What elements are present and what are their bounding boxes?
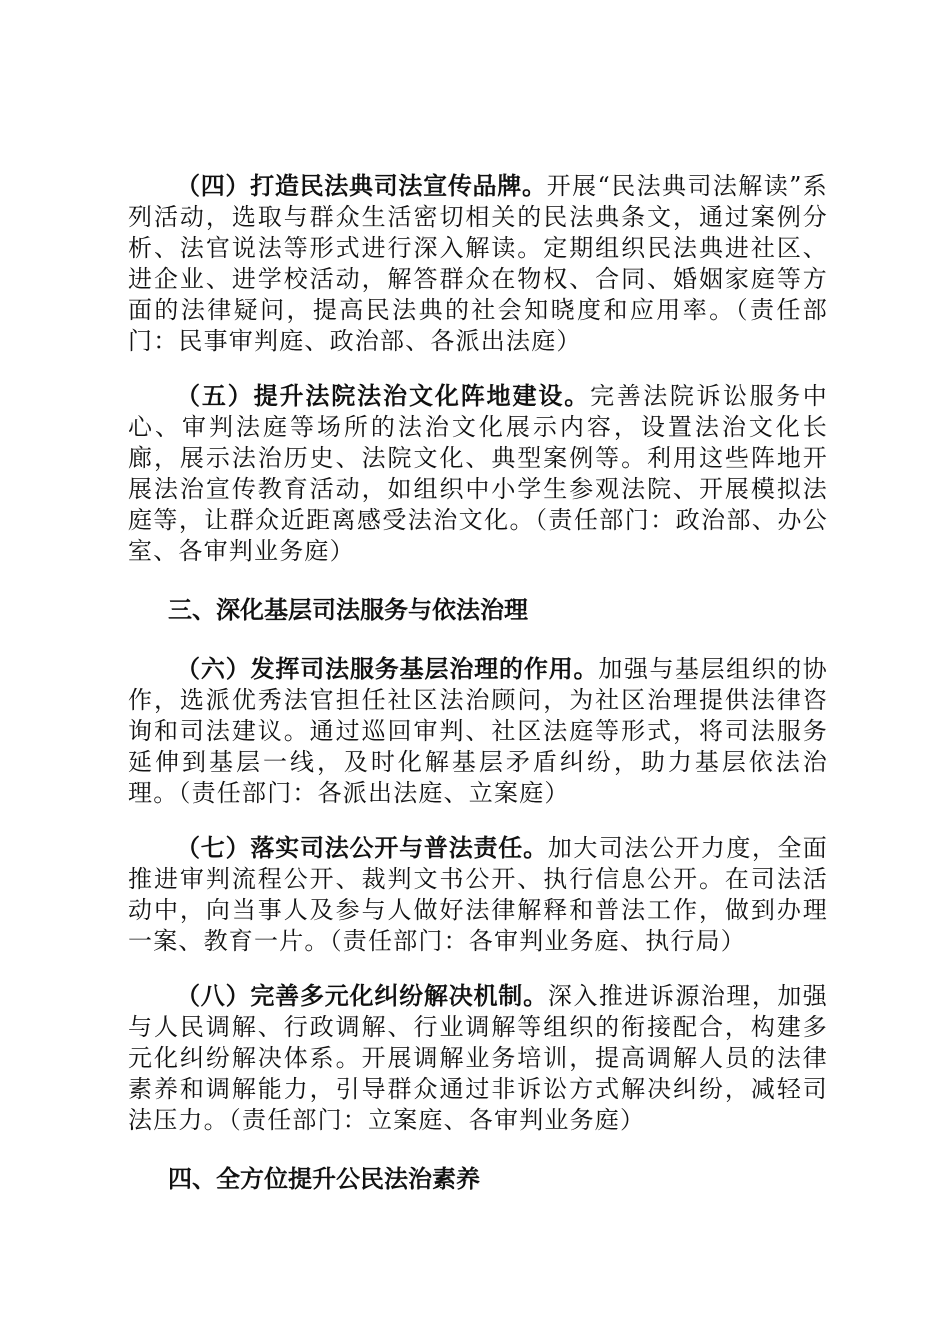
paragraph-6-lead: （六）发挥司法服务基层治理的作用。 — [176, 655, 599, 683]
spacer — [128, 357, 828, 381]
spacer — [128, 567, 828, 595]
paragraph-6 — [128, 654, 828, 809]
paragraph-6-body: 加强与基层组织的协作，选派优秀法官担任社区法治顾问，为社区治理提供法律咨询和司法建议。通过巡回审判、社区法庭等形式，将司法服务延伸到基层一线，及时化解基层矛盾纠纷，助力基层依法治理。（责任部门：各派出法庭、立案庭） — [128, 655, 828, 807]
paragraph-4-lead: （四）打造民法典司法宣传品牌。 — [176, 172, 547, 200]
document-page — [128, 171, 828, 1195]
paragraph-5 — [128, 381, 828, 567]
paragraph-8-lead: （八）完善多元化纠纷解决机制。 — [176, 982, 548, 1010]
paragraph-7-lead: （七）落实司法公开与普法责任。 — [176, 834, 548, 862]
paragraph-4 — [128, 171, 828, 357]
section-heading-4: 四、全方位提升公民法治素养 — [168, 1165, 480, 1193]
paragraph-4-body: 开展“民法典司法解读”系列活动，选取与群众生活密切相关的民法典条文，通过案例分析、法官说法等形式进行深入解读。定期组织民法典进社区、进企业、进学校活动，解答群众在物权、合同、婚姻家庭等方面的法律疑问，提高民法典的社会知晓度和应用率。（责任部门：民事审判庭、政治部、各派出法庭） — [128, 172, 828, 355]
paragraph-5-body: 完善法院诉讼服务中心、审判法庭等场所的法治文化展示内容，设置法治文化长廊，展示法治历史、法院文化、典型案例等。利用这些阵地开展法治宣传教育活动，如组织中小学生参观法院、开展模拟法庭等，让群众近距离感受法治文化。（责任部门：政治部、办公室、各审判业务庭） — [128, 382, 828, 565]
section-heading-3: 三、深化基层司法服务与依法治理 — [168, 596, 528, 624]
spacer — [128, 1136, 828, 1164]
paragraph-5-lead: （五）提升法院法治文化阵地建设。 — [176, 382, 591, 410]
spacer — [128, 626, 828, 654]
spacer — [128, 957, 828, 981]
spacer — [128, 809, 828, 833]
paragraph-7 — [128, 833, 828, 957]
paragraph-7-body: 加大司法公开力度，全面推进审判流程公开、裁判文书公开、执行信息公开。在司法活动中，向当事人及参与人做好法律解释和普法工作，做到办理一案、教育一片。（责任部门：各审判业务庭、执行局） — [128, 834, 829, 955]
paragraph-8 — [128, 981, 828, 1136]
paragraph-8-body: 深入推进诉源治理，加强与人民调解、行政调解、行业调解等组织的衔接配合，构建多元化纠纷解决体系。开展调解业务培训，提高调解人员的法律素养和调解能力，引导群众通过非诉讼方式解决纠纷，减轻司法压力。（责任部门：立案庭、各审判业务庭） — [128, 982, 829, 1134]
